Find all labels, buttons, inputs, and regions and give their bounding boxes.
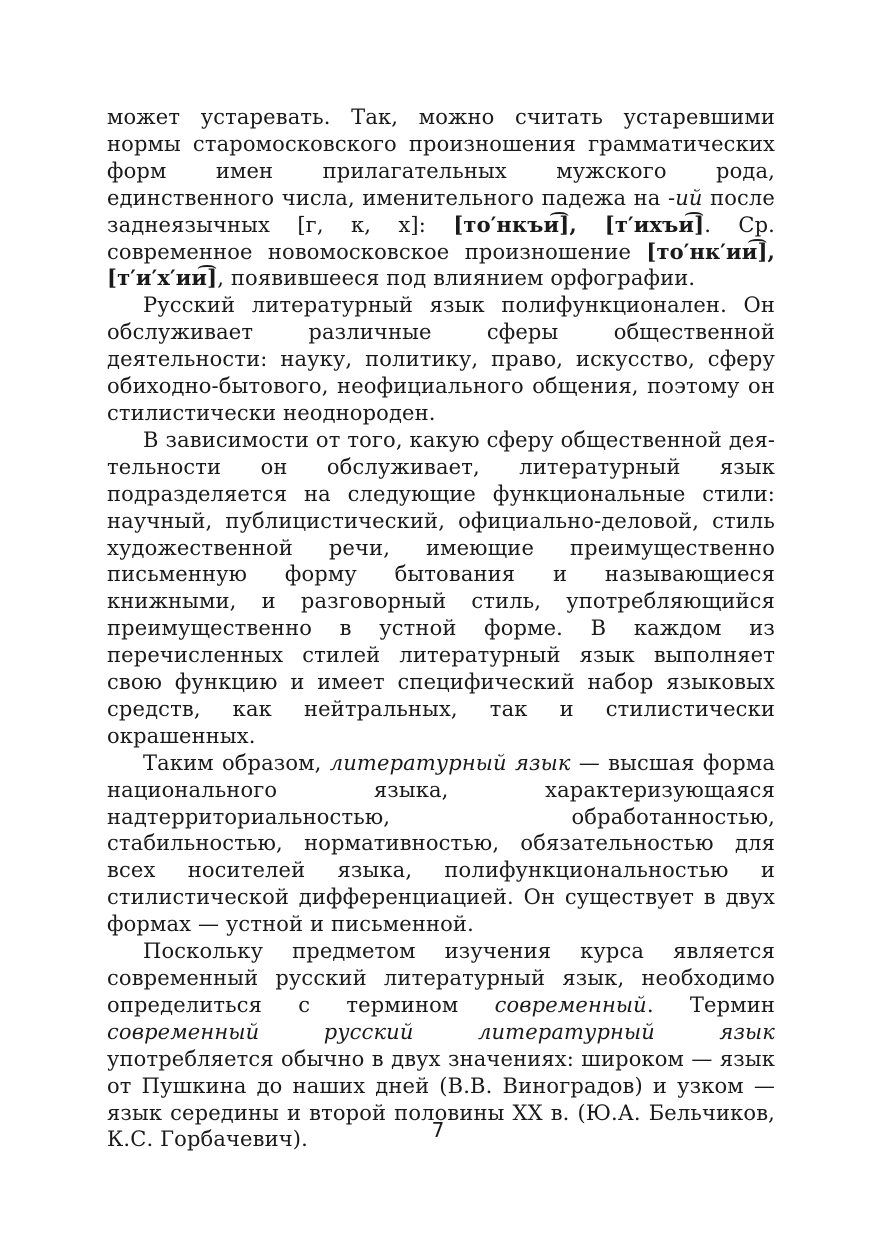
text-segment: Таким образом, bbox=[143, 750, 330, 775]
paragraph-2 bbox=[107, 292, 775, 427]
text-segment: Русский литературный язык полифункционален. Он обслуживает различные сферы общественной деятельности: науку, политику, право, искусство, сферу обиходно-бытового, неофициального общения, поэтому он стилистически неоднороден. bbox=[107, 293, 775, 425]
text-segment: употребляется обычно в двух значениях: широком — язык от Пушкина до наших дней (В.В. Виноградов) и узком — язык середины и второй половины XX в. (Ю.А. Бельчиков, К.С. Горбачевич). bbox=[107, 1046, 775, 1152]
page-number: 7 bbox=[431, 1118, 445, 1142]
text-segment: может устаревать. Так, можно считать устаревшими нормы старомосковского произношения грамматических форм имен прилагательных мужского рода, единственного числа, именительного падежа на bbox=[107, 105, 775, 210]
text-segment: , появившееся под влиянием орфографии. bbox=[217, 266, 696, 291]
text-segment-italic: литературный язык bbox=[329, 750, 571, 775]
text-segment: . Термин bbox=[646, 992, 775, 1017]
paragraph-4 bbox=[107, 750, 775, 938]
text-segment: . Ср. современное новомосковское произношение bbox=[107, 212, 775, 264]
text-segment-bold-transcription: [то′нкъи͡], [т′ихъи͡] bbox=[453, 211, 705, 237]
paragraph-3 bbox=[107, 427, 775, 750]
text-segment: В зависимости от того, какую сферу общественной деятельности он обслуживает, литературный язык подразделяется на следующие функциональные стили: научный, публицистический, официально-деловой, стиль художественной речи, имеющие преимущественно письменную форму бытования и называющиеся книжными, и разговорный стиль, употребляющийся преимущественно в устной форме. В каждом из перечисленных стилей литературный язык выполняет свою функцию и имеет специфический набор языковых средств, как нейтральных, так и стилистически окрашенных. bbox=[107, 427, 775, 748]
text-segment: Поскольку предметом изучения курса является современный русский литературный язык, необходимо определиться с термином bbox=[107, 939, 775, 1017]
text-segment-italic: современный русский литературный язык bbox=[107, 1019, 775, 1044]
text-segment: после заднеязычных [г, к, х]: bbox=[107, 185, 776, 237]
page-body bbox=[107, 104, 775, 1153]
text-segment-italic: современный bbox=[494, 992, 647, 1017]
paragraph-1 bbox=[107, 104, 775, 292]
text-segment-italic: -ий bbox=[667, 185, 703, 210]
text-segment: — высшая форма национального языка, характеризующаяся надтерриториальностью, обработанностью, стабильностью, нормативностью, обязательностью для всех носителей языка, полифункциональностью и стилистической дифференциацией. Он существует в двух формах — устной и письменной. bbox=[107, 750, 775, 937]
text-segment-bold-transcription: [то′нк′ии͡], [т′и′х′ии͡] bbox=[107, 238, 775, 291]
